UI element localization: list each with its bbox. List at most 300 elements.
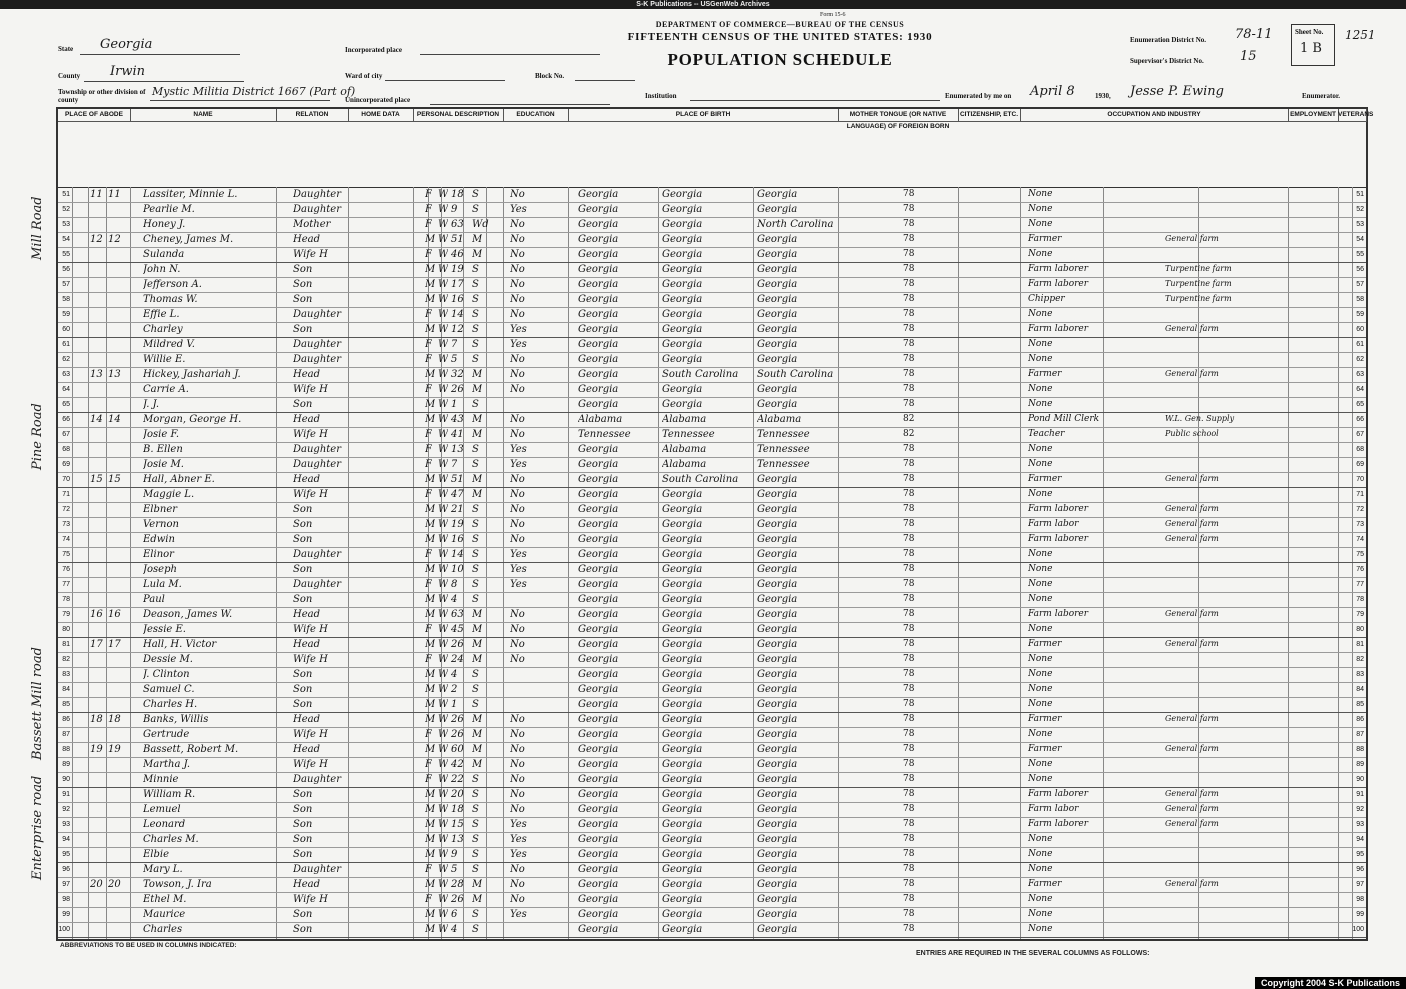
cell-mb: Georgia <box>757 234 798 245</box>
cell-age: 6 <box>451 909 458 920</box>
cell-occ: None <box>1028 354 1053 364</box>
cell-occ: Farm laborer <box>1028 609 1089 619</box>
cell-sex: M <box>425 264 436 275</box>
cell-fb: Georgia <box>662 594 703 605</box>
cell-birth: Georgia <box>578 234 619 245</box>
cell-fb: Georgia <box>662 279 703 290</box>
cell-fb: Georgia <box>662 234 703 245</box>
cell-occ: None <box>1028 669 1053 679</box>
cell-n: 82 <box>62 656 70 663</box>
row-divider <box>58 562 1366 563</box>
cell-code: 82 <box>903 429 915 439</box>
cell-sch: No <box>510 894 525 905</box>
cell-race: W <box>438 744 449 755</box>
cell-sex: F <box>425 579 432 590</box>
cell-ind: General farm <box>1165 879 1219 888</box>
cell-ms: M <box>472 879 483 890</box>
cell-rel: Head <box>293 744 321 755</box>
cell-rel: Son <box>293 909 313 920</box>
cell-birth: Georgia <box>578 699 619 710</box>
cell-n: 79 <box>1356 611 1364 618</box>
cell-dw: 17 <box>90 639 103 650</box>
state-line <box>80 54 240 55</box>
cell-ind: General farm <box>1165 819 1219 828</box>
cell-name: Elbner <box>143 504 178 515</box>
cell-code: 78 <box>903 309 915 319</box>
cell-rel: Wife H <box>293 654 328 665</box>
cell-sch: Yes <box>510 204 527 215</box>
enumerator-name: Jesse P. Ewing <box>1130 84 1224 99</box>
cell-occ: Farm laborer <box>1028 264 1089 274</box>
cell-mb: Georgia <box>757 669 798 680</box>
cell-name: Samuel C. <box>143 684 195 695</box>
cell-name: Bassett, Robert M. <box>143 744 239 755</box>
cell-fb: Georgia <box>662 519 703 530</box>
cell-n: 89 <box>62 761 70 768</box>
cell-sch: No <box>510 369 525 380</box>
cell-birth: Alabama <box>578 414 623 425</box>
group-header: HOME DATA <box>348 109 414 122</box>
cell-n: 86 <box>62 716 70 723</box>
cell-birth: Georgia <box>578 549 619 560</box>
cell-race: W <box>438 264 449 275</box>
cell-name: Josie M. <box>143 459 184 470</box>
cell-fb: Georgia <box>662 609 703 620</box>
cell-birth: Georgia <box>578 264 619 275</box>
row-divider <box>58 472 1366 473</box>
cell-code: 78 <box>903 879 915 889</box>
cell-code: 78 <box>903 669 915 679</box>
cell-birth: Georgia <box>578 579 619 590</box>
cell-race: W <box>438 714 449 725</box>
cell-rel: Wife H <box>293 894 328 905</box>
cell-n: 85 <box>1356 701 1364 708</box>
cell-race: W <box>438 579 449 590</box>
cell-age: 5 <box>451 354 458 365</box>
cell-birth: Georgia <box>578 279 619 290</box>
cell-n: 91 <box>62 791 70 798</box>
cell-code: 78 <box>903 534 915 544</box>
cell-sch: No <box>510 249 525 260</box>
cell-name: Towson, J. Ira <box>143 879 212 890</box>
cell-name: Effie L. <box>143 309 180 320</box>
cell-code: 78 <box>903 249 915 259</box>
cell-n: 53 <box>62 221 70 228</box>
cell-n: 96 <box>1356 866 1364 873</box>
cell-n: 93 <box>62 821 70 828</box>
cell-age: 16 <box>451 294 464 305</box>
cell-rel: Son <box>293 834 313 845</box>
row-divider <box>58 427 1366 428</box>
cell-n: 71 <box>62 491 70 498</box>
cell-mb: Georgia <box>757 339 798 350</box>
cell-sex: M <box>425 279 436 290</box>
cell-fb: Georgia <box>662 894 703 905</box>
cell-age: 51 <box>451 234 464 245</box>
cell-ms: S <box>472 789 479 800</box>
row-divider <box>58 907 1366 908</box>
cell-n: 80 <box>1356 626 1364 633</box>
cell-code: 78 <box>903 189 915 199</box>
row-divider <box>58 712 1366 713</box>
cell-occ: Farmer <box>1028 744 1062 754</box>
cell-race: W <box>438 234 449 245</box>
cell-rel: Daughter <box>293 864 341 875</box>
cell-age: 4 <box>451 669 458 680</box>
cell-rel: Son <box>293 504 313 515</box>
cell-rel: Wife H <box>293 249 328 260</box>
cell-fam: 17 <box>108 639 121 650</box>
cell-mb: Georgia <box>757 264 798 275</box>
cell-n: 75 <box>62 551 70 558</box>
cell-code: 78 <box>903 819 915 829</box>
cell-birth: Georgia <box>578 654 619 665</box>
cell-ms: S <box>472 279 479 290</box>
township-value: Mystic Militia District 1667 (Part of) <box>152 85 356 98</box>
cell-mb: Georgia <box>757 894 798 905</box>
cell-n: 84 <box>62 686 70 693</box>
cell-age: 60 <box>451 744 464 755</box>
cell-age: 1 <box>451 399 458 410</box>
cell-n: 67 <box>1356 431 1364 438</box>
cell-sex: F <box>425 549 432 560</box>
cell-sex: M <box>425 414 436 425</box>
cell-occ: None <box>1028 654 1053 664</box>
cell-ms: M <box>472 654 483 665</box>
cell-mb: Georgia <box>757 654 798 665</box>
cell-ind: W.L. Gen. Supply <box>1165 414 1235 423</box>
cell-code: 78 <box>903 714 915 724</box>
cell-n: 94 <box>1356 836 1364 843</box>
cell-n: 75 <box>1356 551 1364 558</box>
cell-name: Gertrude <box>143 729 190 740</box>
cell-ms: S <box>472 909 479 920</box>
cell-code: 78 <box>903 849 915 859</box>
cell-sch: No <box>510 354 525 365</box>
cell-occ: Farmer <box>1028 474 1062 484</box>
cell-rel: Son <box>293 264 313 275</box>
cell-name: Josie F. <box>143 429 180 440</box>
row-divider <box>58 652 1366 653</box>
unincorporated-line <box>430 104 610 105</box>
cell-n: 72 <box>1356 506 1364 513</box>
cell-fb: Georgia <box>662 849 703 860</box>
row-divider <box>58 262 1366 263</box>
cell-n: 57 <box>1356 281 1364 288</box>
cell-age: 51 <box>451 474 464 485</box>
cell-sex: M <box>425 474 436 485</box>
cell-ms: S <box>472 324 479 335</box>
row-divider <box>58 787 1366 788</box>
cell-ms: Wd <box>472 219 489 230</box>
cell-name: John N. <box>143 264 181 275</box>
cell-sch: No <box>510 609 525 620</box>
cell-occ: None <box>1028 729 1053 739</box>
row-divider <box>58 847 1366 848</box>
cell-n: 52 <box>62 206 70 213</box>
cell-rel: Head <box>293 234 321 245</box>
group-header: EMPLOYMENT <box>1288 109 1339 122</box>
cell-race: W <box>438 609 449 620</box>
cell-fb: Georgia <box>662 309 703 320</box>
cell-code: 78 <box>903 504 915 514</box>
cell-mb: Georgia <box>757 399 798 410</box>
cell-fb: Georgia <box>662 249 703 260</box>
cell-age: 26 <box>451 639 464 650</box>
cell-age: 12 <box>451 324 464 335</box>
cell-mb: Georgia <box>757 519 798 530</box>
entries-note: ENTRIES ARE REQUIRED IN THE SEVERAL COLUMNS AS FOLLOWS: <box>916 950 1150 957</box>
cell-birth: Georgia <box>578 564 619 575</box>
cell-n: 100 <box>1352 926 1364 933</box>
cell-code: 78 <box>903 204 915 214</box>
cell-n: 97 <box>62 881 70 888</box>
cell-age: 17 <box>451 279 464 290</box>
cell-fb: Georgia <box>662 624 703 635</box>
cell-sch: No <box>510 219 525 230</box>
cell-n: 92 <box>62 806 70 813</box>
cell-name: Jessie E. <box>143 624 186 635</box>
row-divider <box>58 697 1366 698</box>
cell-rel: Wife H <box>293 429 328 440</box>
cell-ms: M <box>472 429 483 440</box>
cell-n: 55 <box>62 251 70 258</box>
cell-n: 53 <box>1356 221 1364 228</box>
cell-birth: Georgia <box>578 534 619 545</box>
enumerated-label: Enumerated by me on <box>945 92 1012 100</box>
cell-ms: S <box>472 519 479 530</box>
cell-ms: S <box>472 804 479 815</box>
margin-note: Mill Road <box>30 196 45 260</box>
cell-mb: Georgia <box>757 504 798 515</box>
cell-name: Banks, Willis <box>143 714 209 725</box>
column-divider <box>1288 187 1289 939</box>
cell-ms: M <box>472 609 483 620</box>
cell-birth: Georgia <box>578 474 619 485</box>
cell-age: 7 <box>451 459 458 470</box>
cell-sex: M <box>425 294 436 305</box>
cell-ms: M <box>472 744 483 755</box>
cell-name: Lassiter, Minnie L. <box>143 189 238 200</box>
cell-name: Pearlie M. <box>143 204 195 215</box>
cell-mb: Georgia <box>757 834 798 845</box>
row-divider <box>58 307 1366 308</box>
cell-name: Charles M. <box>143 834 199 845</box>
cell-name: Maggie L. <box>143 489 195 500</box>
cell-age: 47 <box>451 489 464 500</box>
row-divider <box>58 742 1366 743</box>
cell-n: 54 <box>62 236 70 243</box>
cell-birth: Georgia <box>578 189 619 200</box>
cell-n: 85 <box>62 701 70 708</box>
cell-fam: 12 <box>108 234 121 245</box>
column-divider <box>106 187 107 939</box>
cell-mb: Alabama <box>757 414 802 425</box>
cell-fb: Georgia <box>662 564 703 575</box>
cell-age: 43 <box>451 414 464 425</box>
cell-n: 76 <box>1356 566 1364 573</box>
cell-occ: Farmer <box>1028 234 1062 244</box>
cell-birth: Georgia <box>578 759 619 770</box>
cell-race: W <box>438 249 449 260</box>
cell-sch: No <box>510 774 525 785</box>
cell-mb: Georgia <box>757 804 798 815</box>
row-divider <box>58 382 1366 383</box>
cell-fb: Georgia <box>662 759 703 770</box>
cell-n: 92 <box>1356 806 1364 813</box>
cell-age: 26 <box>451 714 464 725</box>
cell-dw: 18 <box>90 714 103 725</box>
cell-occ: Farm laborer <box>1028 279 1089 289</box>
cell-n: 66 <box>1356 416 1364 423</box>
cell-code: 78 <box>903 459 915 469</box>
cell-n: 56 <box>62 266 70 273</box>
cell-sch: Yes <box>510 834 527 845</box>
cell-sex: F <box>425 354 432 365</box>
cell-fb: Georgia <box>662 804 703 815</box>
cell-sch: No <box>510 714 525 725</box>
cell-fb: Georgia <box>662 834 703 845</box>
cell-n: 59 <box>62 311 70 318</box>
cell-sch: Yes <box>510 819 527 830</box>
cell-race: W <box>438 549 449 560</box>
cell-birth: Georgia <box>578 924 619 935</box>
cell-mb: Georgia <box>757 294 798 305</box>
cell-name: Deason, James W. <box>143 609 233 620</box>
cell-ind: General farm <box>1165 504 1219 513</box>
cell-name: Willie E. <box>143 354 186 365</box>
incorporated-line <box>420 54 600 55</box>
cell-occ: None <box>1028 339 1053 349</box>
cell-code: 78 <box>903 294 915 304</box>
cell-n: 99 <box>62 911 70 918</box>
cell-occ: None <box>1028 894 1053 904</box>
cell-n: 51 <box>62 191 70 198</box>
cell-age: 15 <box>451 819 464 830</box>
column-divider <box>276 187 277 939</box>
group-header: PLACE OF BIRTH <box>568 109 839 122</box>
cell-rel: Son <box>293 519 313 530</box>
cell-fb: Georgia <box>662 549 703 560</box>
cell-race: W <box>438 924 449 935</box>
cell-occ: None <box>1028 624 1053 634</box>
cell-birth: Tennessee <box>578 429 631 440</box>
cell-name: J. Clinton <box>143 669 190 680</box>
cell-fb: Georgia <box>662 879 703 890</box>
cell-mb: Tennessee <box>757 459 810 470</box>
cell-sch: No <box>510 789 525 800</box>
cell-mb: Georgia <box>757 624 798 635</box>
cell-race: W <box>438 534 449 545</box>
cell-sex: M <box>425 834 436 845</box>
cell-sex: M <box>425 879 436 890</box>
cell-sex: F <box>425 429 432 440</box>
cell-name: Honey J. <box>143 219 186 230</box>
cell-sch: No <box>510 294 525 305</box>
cell-sex: M <box>425 804 436 815</box>
cell-ms: S <box>472 444 479 455</box>
cell-rel: Daughter <box>293 459 341 470</box>
cell-fb: Georgia <box>662 774 703 785</box>
cell-n: 96 <box>62 866 70 873</box>
cell-ms: S <box>472 774 479 785</box>
cell-rel: Head <box>293 474 321 485</box>
margin-note: Bassett Mill road <box>30 647 45 760</box>
cell-sch: No <box>510 519 525 530</box>
cell-sch: Yes <box>510 324 527 335</box>
cell-occ: None <box>1028 699 1053 709</box>
cell-age: 5 <box>451 864 458 875</box>
cell-fb: Georgia <box>662 384 703 395</box>
cell-birth: Georgia <box>578 879 619 890</box>
cell-occ: None <box>1028 579 1053 589</box>
cell-sex: F <box>425 624 432 635</box>
cell-mb: Georgia <box>757 714 798 725</box>
cell-birth: Georgia <box>578 519 619 530</box>
cell-age: 13 <box>451 834 464 845</box>
ward-line <box>385 80 505 81</box>
cell-race: W <box>438 909 449 920</box>
cell-n: 77 <box>1356 581 1364 588</box>
cell-n: 88 <box>1356 746 1364 753</box>
cell-code: 78 <box>903 219 915 229</box>
cell-occ: None <box>1028 909 1053 919</box>
cell-age: 19 <box>451 264 464 275</box>
cell-occ: None <box>1028 834 1053 844</box>
cell-occ: None <box>1028 759 1053 769</box>
cell-fb: Georgia <box>662 684 703 695</box>
cell-occ: None <box>1028 249 1053 259</box>
cell-ms: M <box>472 729 483 740</box>
cell-name: Dessie M. <box>143 654 193 665</box>
column-divider <box>486 187 487 939</box>
cell-ms: S <box>472 339 479 350</box>
cell-n: 87 <box>62 731 70 738</box>
cell-occ: Pond Mill Clerk <box>1028 414 1100 424</box>
cell-ind: General farm <box>1165 744 1219 753</box>
cell-age: 7 <box>451 339 458 350</box>
cell-n: 70 <box>62 476 70 483</box>
cell-age: 10 <box>451 564 464 575</box>
cell-fb: South Carolina <box>662 474 739 485</box>
cell-n: 87 <box>1356 731 1364 738</box>
cell-sex: F <box>425 339 432 350</box>
cell-fb: Georgia <box>662 354 703 365</box>
cell-n: 60 <box>1356 326 1364 333</box>
cell-code: 78 <box>903 339 915 349</box>
cell-mb: Georgia <box>757 249 798 260</box>
cell-fb: Alabama <box>662 414 707 425</box>
cell-birth: Georgia <box>578 354 619 365</box>
cell-fb: Georgia <box>662 219 703 230</box>
cell-mb: Georgia <box>757 774 798 785</box>
cell-sex: M <box>425 909 436 920</box>
cell-rel: Head <box>293 609 321 620</box>
cell-name: Elinor <box>143 549 174 560</box>
cell-age: 20 <box>451 789 464 800</box>
cell-birth: Georgia <box>578 894 619 905</box>
cell-ind: General farm <box>1165 474 1219 483</box>
cell-mb: Georgia <box>757 189 798 200</box>
cell-fam: 13 <box>108 369 121 380</box>
cell-n: 86 <box>1356 716 1364 723</box>
cell-age: 1 <box>451 699 458 710</box>
cell-ms: S <box>472 189 479 200</box>
cell-occ: None <box>1028 924 1053 934</box>
cell-sex: M <box>425 849 436 860</box>
cell-sex: M <box>425 924 436 935</box>
cell-n: 65 <box>62 401 70 408</box>
